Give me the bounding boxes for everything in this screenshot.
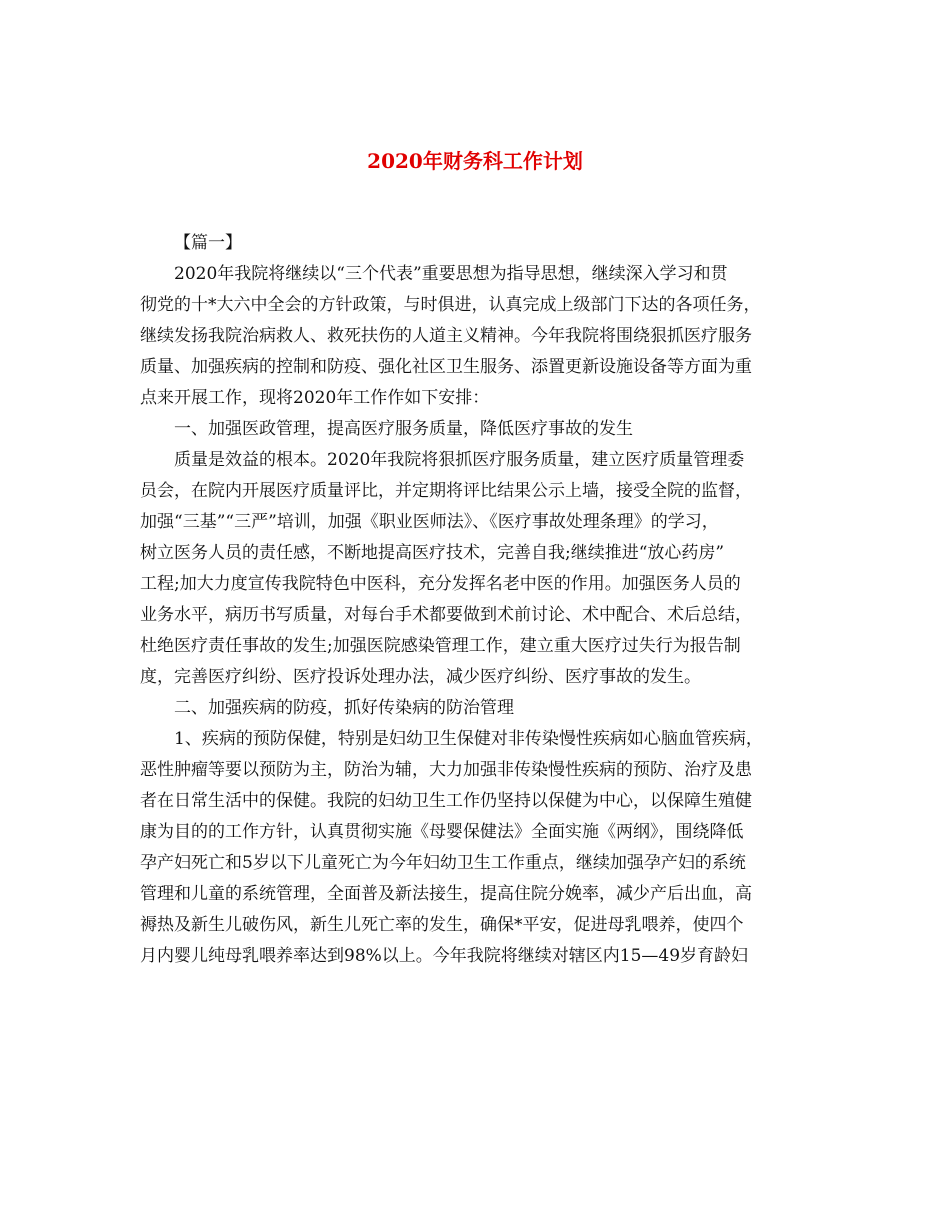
text-line: 业务水平，病历书写质量，对每台手术都要做到术前讨论、术中配合、术后总结，: [140, 605, 752, 625]
text-line: 质量、加强疾病的控制和防疫、强化社区卫生服务、添置更新设施设备等方面为重: [140, 357, 752, 377]
text-line: 加强“三基”“三严”培训，加强《职业医师法》、《医疗事故处理条理》的学习，: [140, 512, 719, 532]
section-heading-two: [140, 693, 822, 724]
text-line: 孕产妇死亡和5岁以下儿童死亡为今年妇幼卫生工作重点，继续加强孕产妇的系统: [140, 853, 746, 873]
text-line: 【篇一】: [174, 233, 242, 253]
text-line: 一、加强医政管理，提高医疗服务质量，降低医疗事故的发生: [174, 419, 633, 439]
text-line: 月内婴儿纯母乳喂养率达到98%以上。今年我院将继续对辖区内15—49岁育龄妇: [140, 946, 749, 966]
text-line: 度，完善医疗纠纷、医疗投诉处理办法，减少医疗纠纷、医疗事故的发生。: [140, 667, 701, 687]
text-line: 二、加强疾病的防疫，抓好传染病的防治管理: [174, 698, 514, 718]
text-line: 1、疾病的预防保健，特别是妇幼卫生保健对非传染慢性疾病如心脑血管疾病，: [174, 729, 763, 749]
text-line: 工程;加大力度宣传我院特色中医科，充分发挥名老中医的作用。加强医务人员的: [140, 574, 741, 594]
text-line: 员会，在院内开展医疗质量评比，并定期将评比结果公示上墙，接受全院的监督，: [140, 481, 752, 501]
text-line: 质量是效益的根本。2020年我院将狠抓医疗服务质量，建立医疗质量管理委: [174, 450, 745, 470]
paragraph-prevention: [140, 724, 822, 972]
text-line: 彻党的十*大六中全会的方针政策，与时俱进，认真完成上级部门下达的各项任务，: [140, 295, 761, 315]
text-line: 2020年我院将继续以“三个代表”重要思想为指导思想，继续深入学习和贯: [174, 264, 728, 284]
paragraph-heading-part-one: [140, 228, 822, 259]
text-line: 点来开展工作，现将2020年工作作如下安排：: [140, 388, 490, 408]
text-line: 树立医务人员的责任感，不断地提高医疗技术，完善自我;继续推进“放心药房”: [140, 543, 725, 563]
text-line: 杜绝医疗责任事故的发生;加强医院感染管理工作，建立重大医疗过失行为报告制: [140, 636, 741, 656]
text-line: 者在日常生活中的保健。我院的妇幼卫生工作仍坚持以保健为中心，以保障生殖健: [140, 791, 752, 811]
section-heading-one: [140, 414, 822, 445]
text-line: 继续发扬我院治病救人、救死扶伤的人道主义精神。今年我院将围绕狠抓医疗服务: [140, 326, 752, 346]
text-line: 康为目的的工作方针，认真贯彻实施《母婴保健法》全面实施《两纲》，围绕降低: [140, 822, 744, 842]
text-line: 管理和儿童的系统管理，全面普及新法接生，提高住院分娩率，减少产后出血，高: [140, 884, 752, 904]
paragraph-intro: [140, 259, 822, 414]
text-line: 恶性肿瘤等要以预防为主，防治为辅，大力加强非传染慢性疾病的预防、治疗及患: [140, 760, 752, 780]
document-title: 2020年财务科工作计划: [367, 149, 583, 173]
document-body: [140, 228, 822, 972]
text-line: 褥热及新生儿破伤风，新生儿死亡率的发生，确保*平安，促进母乳喂养，使四个: [140, 915, 744, 935]
paragraph-quality: [140, 445, 822, 693]
